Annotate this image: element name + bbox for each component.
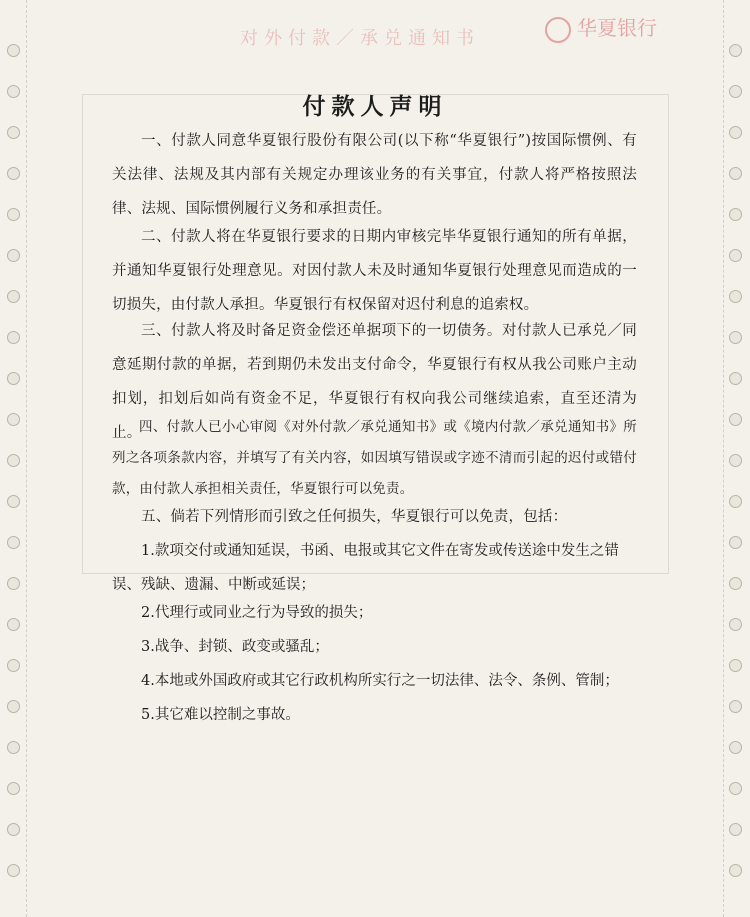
list-item: 3.战争、封锁、政变或骚乱；: [141, 639, 329, 655]
tractor-hole: [729, 372, 742, 385]
tractor-hole: [729, 536, 742, 549]
faint-notice-title: 对外付款／承兑通知书: [240, 28, 480, 49]
tractor-hole: [7, 823, 20, 836]
tractor-hole: [7, 44, 20, 57]
tractor-hole: [729, 208, 742, 221]
tractor-hole: [7, 659, 20, 672]
tractor-hole: [729, 495, 742, 508]
tractor-hole: [729, 331, 742, 344]
bank-logo-text: 华夏银行: [577, 16, 657, 40]
tractor-hole: [729, 577, 742, 590]
tractor-hole: [7, 700, 20, 713]
tractor-hole: [7, 290, 20, 303]
list-item: 5.其它难以控制之事故。: [141, 707, 300, 723]
tractor-hole: [729, 249, 742, 262]
page-title: 付款人声明: [302, 94, 448, 120]
tractor-hole: [729, 700, 742, 713]
tractor-hole: [7, 249, 20, 262]
tractor-hole: [7, 208, 20, 221]
tractor-hole: [7, 126, 20, 139]
tractor-hole: [729, 454, 742, 467]
tractor-hole: [729, 741, 742, 754]
tractor-hole: [7, 864, 20, 877]
tractor-hole: [729, 167, 742, 180]
tractor-hole: [729, 823, 742, 836]
tractor-hole: [7, 782, 20, 795]
tractor-hole: [729, 126, 742, 139]
tractor-hole: [729, 44, 742, 57]
tractor-hole: [7, 577, 20, 590]
list-item: 2.代理行或同业之行为导致的损失；: [141, 605, 373, 621]
tractor-hole: [729, 864, 742, 877]
tractor-hole: [7, 372, 20, 385]
tractor-hole: [729, 659, 742, 672]
bank-logo-icon: [545, 17, 571, 43]
clause-paragraph: 三、付款人将及时备足资金偿还单据项下的一切债务。对付款人已承兑／同意延期付款的单据，若到期仍未发出支付命令，华夏银行有权从我公司账户主动扣划，扣划后如尚有资金不足，华夏银行有权向我公司继续追索，直至还清为止。: [112, 323, 637, 441]
tractor-hole: [729, 618, 742, 631]
tractor-hole: [7, 741, 20, 754]
tractor-holes-right: [722, 0, 750, 917]
tractor-hole: [7, 331, 20, 344]
tractor-hole: [729, 782, 742, 795]
list-item: 1.款项交付或通知延误，书函、电报或其它文件在寄发或传送途中发生之错误、残缺、遗漏、中断或延误；: [112, 543, 619, 593]
tractor-hole: [729, 413, 742, 426]
tractor-hole: [7, 167, 20, 180]
clause-paragraph: 二、付款人将在华夏银行要求的日期内审核完毕华夏银行通知的所有单据，并通知华夏银行处理意见。对因付款人未及时通知华夏银行处理意见而造成的一切损失，由付款人承担。华夏银行有权保留对迟付利息的追索权。: [112, 229, 637, 313]
tractor-hole: [7, 454, 20, 467]
clause-paragraph: 四、付款人已小心审阅《对外付款／承兑通知书》或《境内付款／承兑通知书》所列之各项条款内容，并填写了有关内容，如因填写错误或字迹不清而引起的迟付或错付款，由付款人承担相关责任，华夏银行可以免责。: [112, 419, 637, 497]
list-item: 4.本地或外国政府或其它行政机构所实行之一切法律、法令、条例、管制；: [141, 673, 619, 689]
clause-paragraph: 一、付款人同意华夏银行股份有限公司(以下称“华夏银行”)按国际惯例、有关法律、法规及其内部有关规定办理该业务的有关事宜，付款人将严格按照法律、法规、国际惯例履行义务和承担责任。: [112, 133, 637, 217]
tractor-hole: [729, 290, 742, 303]
tractor-hole: [7, 536, 20, 549]
tractor-hole: [7, 495, 20, 508]
tractor-hole: [7, 413, 20, 426]
tractor-hole: [7, 618, 20, 631]
clause-paragraph: 五、倘若下列情形而引致之任何损失，华夏银行可以免责，包括：: [141, 509, 568, 525]
bank-logo: [545, 12, 695, 50]
tractor-holes-left: [0, 0, 28, 917]
